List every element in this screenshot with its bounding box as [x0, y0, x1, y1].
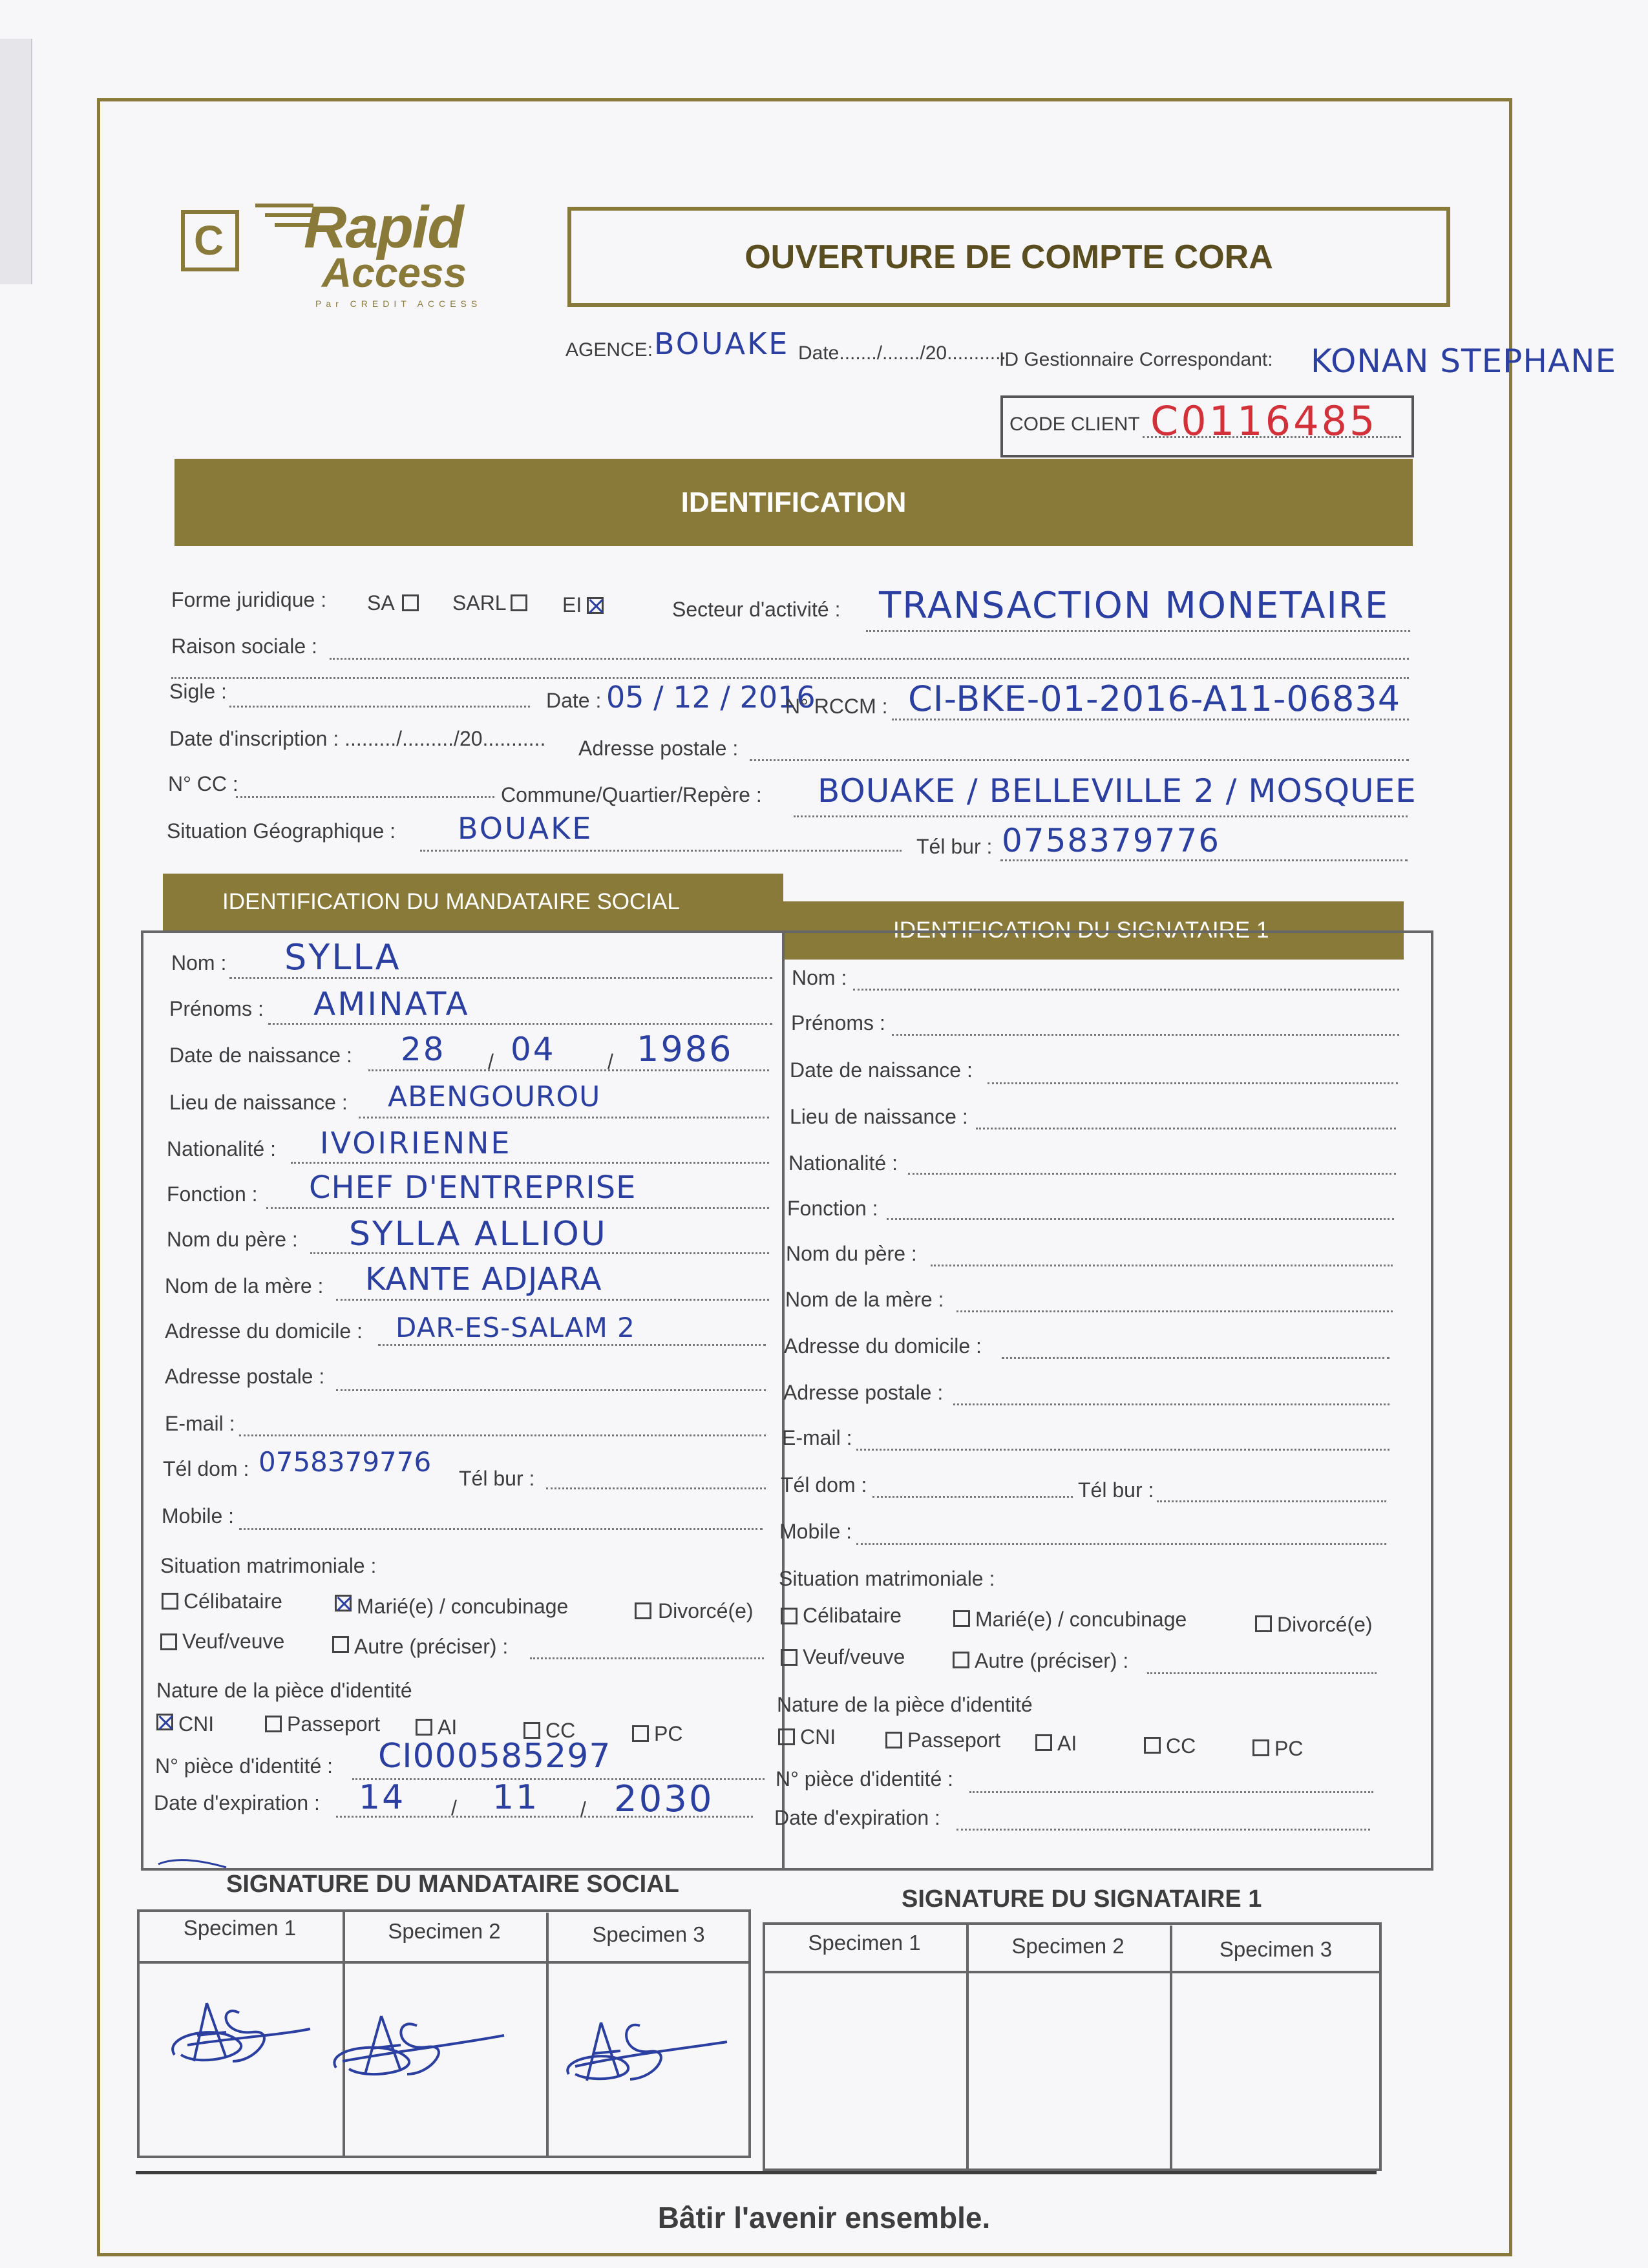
m-celibataire-label: Célibataire	[184, 1590, 282, 1613]
agence-label: AGENCE:	[565, 339, 653, 361]
m-prenoms-value[interactable]: AMINATA	[313, 985, 470, 1023]
s-marie-checkbox[interactable]	[953, 1610, 970, 1627]
secteur-label: Secteur d'activité :	[672, 598, 841, 621]
m-domicile-value[interactable]: DAR-ES-SALAM 2	[396, 1312, 635, 1343]
sigle-label: Sigle :	[169, 680, 227, 703]
s-specimen-2-label: Specimen 2	[1011, 1934, 1125, 1958]
s-autre-checkbox[interactable]	[953, 1652, 969, 1668]
tel-bur-value[interactable]: 0758379776	[1002, 822, 1221, 859]
m-tel-dom-value[interactable]: 0758379776	[259, 1446, 432, 1478]
s-domicile-label: Adresse du domicile :	[784, 1334, 982, 1358]
s-tel-dom-label: Tél dom :	[781, 1473, 867, 1496]
m-marie-label: Marié(e) / concubinage	[357, 1595, 569, 1618]
footer-divider	[136, 2171, 1377, 2174]
s-cc-checkbox[interactable]	[1144, 1737, 1161, 1754]
signataire-header: IDENTIFICATION DU SIGNATAIRE 1	[783, 901, 1404, 960]
m-specimen-1-signature[interactable]	[162, 1984, 323, 2074]
m-tel-dom-label: Tél dom :	[163, 1457, 249, 1480]
s-tel-bur-label: Tél bur :	[1078, 1478, 1154, 1502]
m-exp-month[interactable]: 11	[492, 1778, 540, 1817]
code-client-value[interactable]: C0116485	[1150, 397, 1378, 445]
s-specimen-2-box[interactable]	[969, 1973, 1168, 2167]
identification-banner: IDENTIFICATION	[174, 459, 1413, 546]
s-piece-label: Nature de la pièce d'identité	[777, 1693, 1033, 1716]
s-nationalite-label: Nationalité :	[788, 1151, 898, 1175]
m-cc-label: CC	[545, 1719, 576, 1742]
s-cni-label: CNI	[800, 1725, 836, 1748]
forme-sarl-label: SARL	[452, 591, 507, 614]
m-naissance-label: Date de naissance :	[169, 1044, 352, 1067]
s-marie-label: Marié(e) / concubinage	[975, 1608, 1187, 1631]
m-nationalite-value[interactable]: IVOIRIENNE	[320, 1126, 512, 1160]
m-nationalite-label: Nationalité :	[167, 1137, 276, 1160]
code-client-label: CODE CLIENT	[1009, 414, 1140, 435]
m-nom-label: Nom :	[171, 951, 227, 974]
m-passeport-checkbox[interactable]	[265, 1716, 282, 1732]
m-exp-year[interactable]: 2030	[614, 1778, 714, 1820]
rccm-value[interactable]: CI-BKE-01-2016-A11-06834	[908, 678, 1401, 719]
m-autre-label: Autre (préciser) :	[354, 1635, 509, 1658]
situation-geo-value[interactable]: BOUAKE	[458, 811, 593, 846]
adresse-postale-label: Adresse postale :	[578, 737, 739, 760]
m-adresse-postale-label: Adresse postale :	[165, 1365, 325, 1388]
s-pc-label: PC	[1274, 1737, 1304, 1760]
m-prenoms-label: Prénoms :	[169, 997, 264, 1020]
m-divorce-label: Divorcé(e)	[658, 1599, 754, 1622]
s-fonction-label: Fonction :	[787, 1197, 878, 1220]
m-specimen-3-label: Specimen 3	[592, 1922, 705, 1946]
s-pere-label: Nom du père :	[786, 1242, 917, 1265]
m-pc-label: PC	[654, 1722, 683, 1745]
m-fonction-label: Fonction :	[167, 1182, 258, 1206]
s-email-label: E-mail :	[782, 1426, 852, 1449]
ncc-label: N° CC :	[168, 772, 238, 795]
s-specimen-1-box[interactable]	[765, 1973, 964, 2167]
m-exp-day[interactable]: 14	[359, 1778, 406, 1817]
m-marie-checkbox[interactable]	[335, 1595, 352, 1612]
m-specimen-1-label: Specimen 1	[183, 1916, 297, 1940]
s-passeport-label: Passeport	[907, 1728, 1001, 1752]
m-nom-value[interactable]: SYLLA	[284, 937, 401, 978]
m-email-label: E-mail :	[165, 1412, 235, 1435]
logo-mark: C	[181, 210, 239, 271]
m-num-piece-label: N° pièce d'identité :	[155, 1754, 333, 1778]
s-celibataire-checkbox[interactable]	[781, 1608, 798, 1624]
s-specimen-3-box[interactable]	[1172, 1973, 1379, 2167]
m-cni-label: CNI	[178, 1712, 215, 1736]
m-expiration-label: Date d'expiration :	[154, 1791, 320, 1814]
forme-ei-label: EI	[562, 593, 582, 616]
m-autre-checkbox[interactable]	[332, 1636, 349, 1653]
s-mere-label: Nom de la mère :	[785, 1288, 944, 1311]
m-naissance-day[interactable]: 28	[401, 1031, 446, 1068]
logo-brand-2: Access	[322, 249, 467, 296]
m-cni-checkbox[interactable]	[156, 1714, 173, 1730]
logo-brand: Rapid	[304, 194, 463, 260]
torn-edge	[0, 39, 32, 284]
m-celibataire-checkbox[interactable]	[162, 1593, 178, 1610]
mandataire-signature-title: SIGNATURE DU MANDATAIRE SOCIAL	[226, 1871, 679, 1898]
date-creation-value[interactable]: 05 / 12 / 2016	[606, 680, 816, 715]
logo-tagline: Par CREDIT ACCESS	[315, 299, 482, 309]
m-ai-checkbox[interactable]	[416, 1719, 432, 1736]
m-passeport-label: Passeport	[287, 1712, 381, 1736]
m-naissance-year[interactable]: 1986	[637, 1029, 734, 1069]
m-specimen-2-label: Specimen 2	[388, 1919, 501, 1943]
s-adresse-postale-label: Adresse postale :	[783, 1381, 944, 1404]
m-situation-label: Situation matrimoniale :	[160, 1554, 377, 1577]
gestionnaire-value[interactable]: KONAN STEPHANE	[1311, 342, 1617, 380]
m-naissance-month[interactable]: 04	[511, 1031, 556, 1068]
footer-slogan: Bâtir l'avenir ensemble.	[657, 2201, 991, 2234]
s-autre-label: Autre (préciser) :	[975, 1649, 1129, 1672]
s-veuf-label: Veuf/veuve	[803, 1645, 905, 1668]
form-title: OUVERTURE DE COMPTE CORA	[567, 207, 1450, 307]
s-ai-checkbox[interactable]	[1035, 1734, 1052, 1751]
agence-value[interactable]: BOUAKE	[654, 326, 790, 361]
secteur-value[interactable]: TRANSACTION MONETAIRE	[879, 585, 1389, 627]
situation-geo-label: Situation Géographique :	[167, 819, 396, 843]
m-ai-label: AI	[438, 1716, 458, 1739]
m-lieu-label: Lieu de naissance :	[169, 1091, 348, 1114]
s-prenoms-label: Prénoms :	[791, 1011, 885, 1034]
commune-value[interactable]: BOUAKE / BELLEVILLE 2 / MOSQUEE	[818, 772, 1417, 810]
s-cni-checkbox[interactable]	[778, 1728, 795, 1745]
raison-sociale-label: Raison sociale :	[171, 635, 317, 658]
m-pc-checkbox[interactable]	[632, 1725, 649, 1742]
s-specimen-3-label: Specimen 3	[1219, 1937, 1333, 1961]
m-specimen-2-signature[interactable]	[323, 1990, 517, 2087]
pen-stroke	[155, 1848, 233, 1887]
s-naissance-label: Date de naissance :	[790, 1058, 973, 1082]
m-domicile-label: Adresse du domicile :	[165, 1319, 363, 1343]
m-specimen-3-signature[interactable]	[556, 1997, 737, 2094]
s-veuf-checkbox[interactable]	[781, 1649, 798, 1666]
s-expiration-label: Date d'expiration :	[774, 1806, 940, 1829]
s-specimen-1-label: Specimen 1	[808, 1931, 921, 1955]
date-label: Date......./......./20...........	[798, 342, 1006, 364]
signataire-signature-title: SIGNATURE DU SIGNATAIRE 1	[902, 1885, 1262, 1913]
m-piece-label: Nature de la pièce d'identité	[156, 1679, 412, 1702]
forme-sa-label: SA	[367, 591, 395, 614]
m-mere-label: Nom de la mère :	[165, 1274, 324, 1297]
m-pere-value[interactable]: SYLLA ALLIOU	[349, 1215, 607, 1254]
mandataire-header: IDENTIFICATION DU MANDATAIRE SOCIAL	[163, 874, 783, 930]
tel-bur-label: Tél bur :	[916, 835, 993, 858]
gestionnaire-label: ID Gestionnaire Correspondant:	[999, 349, 1273, 370]
m-veuf-checkbox[interactable]	[160, 1633, 177, 1650]
m-num-piece-value[interactable]: CI000585297	[378, 1737, 611, 1776]
s-num-piece-label: N° pièce d'identité :	[776, 1767, 954, 1790]
s-ai-label: AI	[1057, 1732, 1077, 1755]
s-celibataire-label: Célibataire	[803, 1604, 902, 1627]
m-lieu-value[interactable]: ABENGOUROU	[388, 1080, 601, 1113]
m-mere-value[interactable]: KANTE ADJARA	[365, 1261, 602, 1297]
form-page: C Rapid Access Par CREDIT ACCESS OUVERTURE DE COMPTE CORA AGENCE: BOUAKE Date......./......./20........... ID Gestionnaire Correspondant: KONAN STEPHANE CODE CLIENT C0116485 IDENTIFICATION Forme juridique : SA SARL EI Secteur d'activité : TRANSACTION MONETAIRE Raison sociale : Sigle : Date : 05 / 12 / 2016 N° RCCM : CI-BKE-01-2016-A11-06834 Date d'inscription : ........./........./20........... Adresse postale : N° CC : Commune/Quartier/Repère : BOUAKE / BELLEVILLE 2 / MOSQUEE Situation Géographique : BOUAKE Tél bur : 0758379776 IDENTIFICATION DU MANDATAIRE SOCIAL IDENTIFICATION DU SIGNATAIRE 1 Nom : SYLLA Prénoms : AMINATA Date de naissance : 28 / 04 / 1986 Lieu de naissance : ABENGOUROU Nationalité : IVOIRIENNE Fonction : CHEF D'ENTREPRISE Nom du père : SYLLA ALLIOU Nom de la mère : KANTE ADJARA Adresse du domicile : DAR-ES-SALAM 2 Adresse postale : E-mail : Tél dom : 0758379776 Tél bur : Mobile : Situation matrimoniale : Célibataire Marié(e) / concubinage Divorcé(e) Veuf/veuve Autre (préciser) : Nature de la pièce d'identité CNI Passeport AI CC PC N° pièce d'identité : CI000585297 Date d'expiration : 14 / 11 / 2030 Nom : Prénoms : Date de naissance : Lieu de naissance : Nationalité : Fonction : Nom du père : Nom de la mère : Adresse du domicile : Adresse postale : E-mail : Tél dom : Tél bur : Mobile : Situation matrimoniale : Célibataire Marié(e) / concubinage Divorcé(e) Veuf/veuve Autre (préciser) : Nature de la pièce d'identité CNI Passeport AI CC PC N° pièce d'identité : Date d'expiration : SIGNATURE DU MANDATAIRE SOCIAL SIGNATURE DU SIGNATAIRE 1 Specimen 1 Specimen 2 Specimen 3 Specimen 1 Specimen 2 Specimen 3 Bâtir l'avenir ensemble.	[0, 0, 1648, 2268]
date-inscription-label: Date d'inscription : ........./........./20...........	[169, 727, 546, 750]
commune-label: Commune/Quartier/Repère :	[501, 783, 762, 806]
forme-sa-checkbox[interactable]	[402, 594, 419, 611]
m-fonction-value[interactable]: CHEF D'ENTREPRISE	[309, 1170, 637, 1206]
m-veuf-label: Veuf/veuve	[182, 1630, 285, 1653]
s-passeport-checkbox[interactable]	[885, 1732, 902, 1748]
s-divorce-checkbox[interactable]	[1255, 1615, 1272, 1632]
forme-ei-checkbox[interactable]	[587, 597, 604, 614]
s-divorce-label: Divorcé(e)	[1277, 1613, 1373, 1636]
m-mobile-label: Mobile :	[162, 1504, 235, 1528]
forme-juridique-label: Forme juridique :	[171, 588, 327, 611]
s-cc-label: CC	[1166, 1734, 1196, 1758]
forme-sarl-checkbox[interactable]	[511, 594, 527, 611]
m-divorce-checkbox[interactable]	[635, 1602, 651, 1619]
m-tel-bur-label: Tél bur :	[459, 1467, 535, 1490]
s-situation-label: Situation matrimoniale :	[779, 1567, 995, 1590]
rccm-label: N° RCCM :	[785, 695, 888, 718]
m-pere-label: Nom du père :	[167, 1228, 298, 1251]
s-pc-checkbox[interactable]	[1252, 1739, 1269, 1756]
s-lieu-label: Lieu de naissance :	[790, 1105, 968, 1128]
date-creation-label: Date :	[546, 689, 602, 712]
s-nom-label: Nom :	[792, 966, 847, 989]
s-mobile-label: Mobile :	[779, 1520, 852, 1543]
